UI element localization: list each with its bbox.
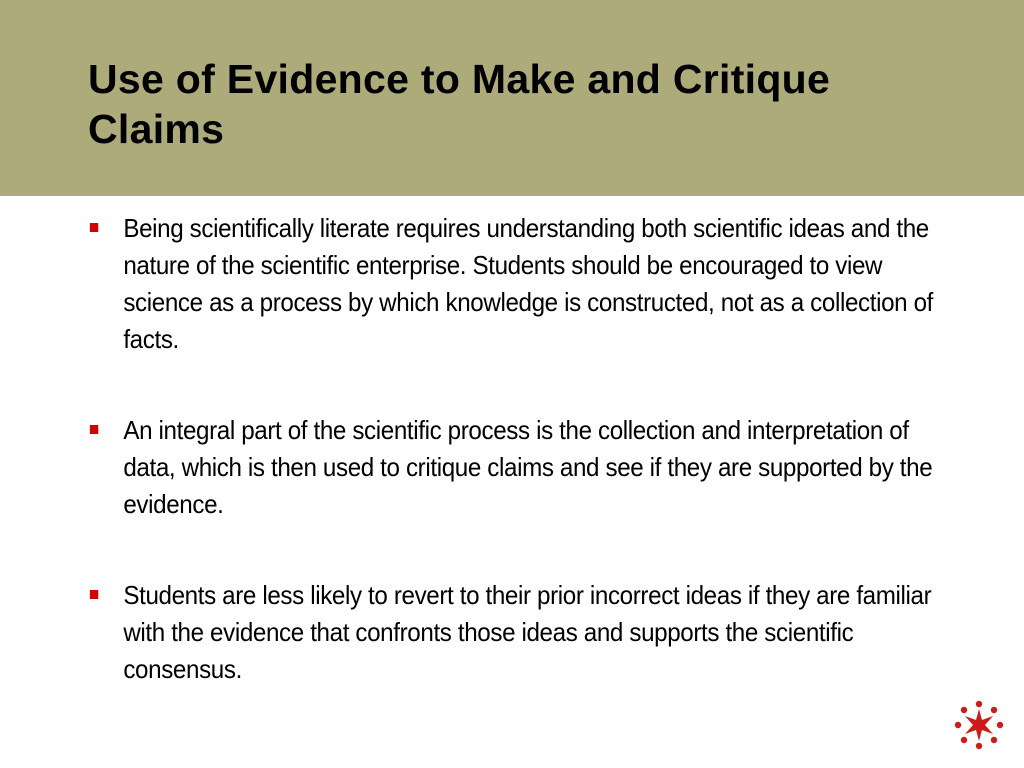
bullet-text: An integral part of the scientific process is the collection and interpretation of data, which is then used to critique claims and see if they are supported by the evidence.	[123, 415, 933, 519]
bullet-item	[88, 210, 960, 358]
slide-title: Use of Evidence to Make and Critique Claims	[88, 56, 831, 152]
bullet-item	[88, 577, 960, 688]
bullet-text: Students are less likely to revert to their prior incorrect ideas if they are familiar with the evidence that confronts those ideas and supports the scientific consensus.	[123, 580, 932, 684]
bullet-list	[88, 210, 968, 688]
square-bullet-icon	[90, 223, 98, 232]
square-bullet-icon	[90, 590, 98, 599]
square-bullet-icon	[90, 425, 98, 434]
title-bar	[0, 0, 1024, 196]
bullet-item	[88, 412, 960, 523]
bullet-text: Being scientifically literate requires understanding both scientific ideas and the nature of the scientific enterprise. Students should be encouraged to view science as a process by which knowledge is constructed, not as a collection of facts.	[123, 213, 934, 354]
red-starburst-logo-icon	[954, 700, 1004, 750]
